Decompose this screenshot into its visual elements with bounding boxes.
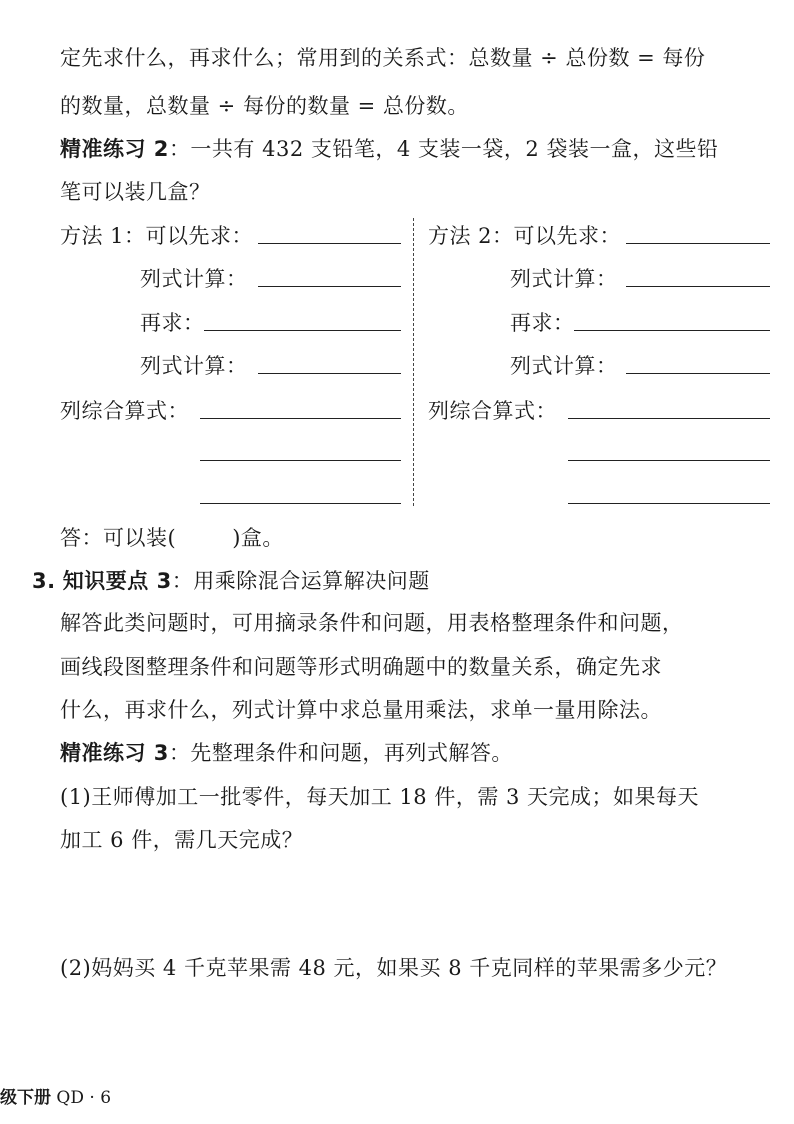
method-2-label: 方法 2：可以先求： (428, 224, 622, 248)
method-1-combined-blank-2[interactable] (200, 460, 401, 461)
answer-line (60, 522, 284, 552)
method-2-first-blank[interactable] (626, 243, 770, 244)
method-2-calc-blank-2[interactable] (626, 373, 770, 374)
practice-2-line-2: 笔可以装几盒？ (60, 180, 211, 204)
practice-3-title: 精准练习 3 (60, 741, 169, 765)
method-1-then-label: 再求： (140, 311, 205, 335)
method-1-combined-blank-1[interactable] (200, 418, 401, 419)
section-3-body-1: 解答此类问题时，可用摘录条件和问题，用表格整理条件和问题， (60, 611, 684, 635)
method-2-combined-label: 列综合算式： (428, 399, 557, 423)
question-2: (2)妈妈买 4 千克苹果需 48 元，如果买 8 千克同样的苹果需多少元？ (60, 956, 728, 980)
section-3-title: 知识要点 3 (62, 569, 172, 593)
practice-2-text: ：一共有 432 支铅笔，4 支装一袋，2 袋装一盒，这些铅 (168, 137, 719, 161)
method-divider (413, 218, 414, 506)
intro-line-2: 的数量，总数量 ÷ 每份的数量 = 总份数。 (60, 94, 469, 118)
answer-suffix: )盒。 (232, 526, 284, 550)
section-3-heading (32, 565, 430, 595)
practice-3-instruction: ：先整理条件和问题，再列式解答。 (168, 741, 513, 765)
method-2-then-label: 再求： (510, 311, 575, 335)
section-3-body-3: 什么，再求什么，列式计算中求总量用乘法，求单一量用除法。 (60, 698, 662, 722)
intro-line-1: 定先求什么，再求什么；常用到的关系式：总数量 ÷ 总份数 = 每份 (60, 46, 706, 70)
page-footer (0, 1083, 111, 1108)
question-1-line-2: 加工 6 件，需几天完成？ (60, 828, 304, 852)
footer-book: 级下册 (0, 1088, 51, 1108)
method-1-label: 方法 1：可以先求： (60, 224, 254, 248)
method-2-combined-blank-1[interactable] (568, 418, 770, 419)
method-2-combined-blank-3[interactable] (568, 503, 770, 504)
answer-prefix: 答：可以装( (60, 526, 177, 550)
method-1-calc-label-1: 列式计算： (140, 267, 248, 291)
method-1-calc-label-2: 列式计算： (140, 354, 248, 378)
method-1-first-blank[interactable] (258, 243, 401, 244)
section-3-number: 3. (32, 569, 56, 593)
method-1-combined-label: 列综合算式： (60, 399, 189, 423)
practice-3-heading (60, 737, 513, 767)
method-2-calc-label-2: 列式计算： (510, 354, 618, 378)
method-1-then-blank[interactable] (204, 330, 401, 331)
method-1-combined-blank-3[interactable] (200, 503, 401, 504)
section-3-body-2: 画线段图整理条件和问题等形式明确题中的数量关系，确定先求 (60, 655, 662, 679)
method-2-combined-blank-2[interactable] (568, 460, 770, 461)
practice-2-line-1 (60, 133, 718, 163)
section-3-title-rest: ：用乘除混合运算解决问题 (171, 569, 430, 593)
practice-2-title: 精准练习 2 (60, 137, 169, 161)
question-1-line-1: (1)王师傅加工一批零件，每天加工 18 件，需 3 天完成；如果每天 (60, 785, 700, 809)
method-2-calc-label-1: 列式计算： (510, 267, 618, 291)
footer-separator: · (89, 1088, 95, 1108)
footer-edition: QD (56, 1088, 84, 1108)
method-2-calc-blank-1[interactable] (626, 286, 770, 287)
method-1-calc-blank-1[interactable] (258, 286, 401, 287)
method-1-calc-blank-2[interactable] (258, 373, 401, 374)
method-2-then-blank[interactable] (574, 330, 770, 331)
page-number: 6 (100, 1088, 112, 1108)
